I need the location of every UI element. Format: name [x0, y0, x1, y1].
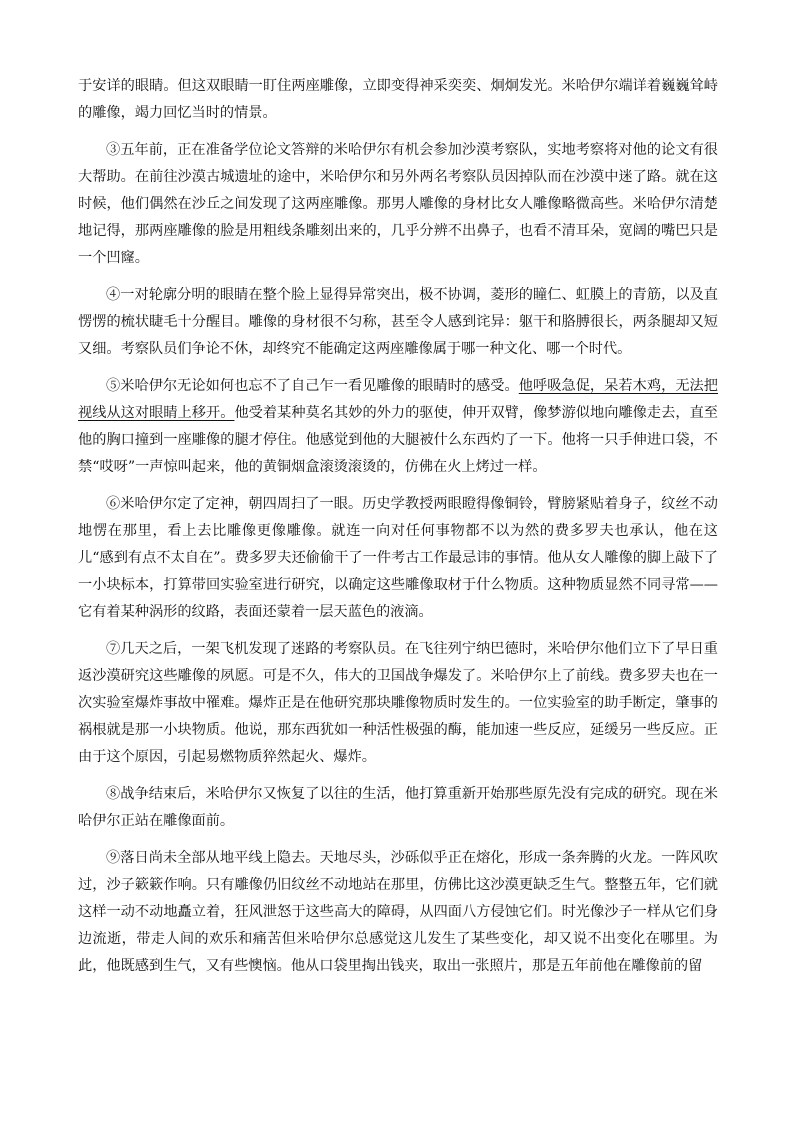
paragraph-7: ⑦几天之后，一架飞机发现了迷路的考察队员。在飞往列宁纳巴德时，米哈伊尔他们立下了早日重返沙漠研究这些雕像的夙愿。可是不久，伟大的卫国战争爆发了。米哈伊尔上了前线。费多罗夫也在一次实验室爆炸事故中罹难。爆炸正是在他研究那块雕像物质时发生的。一位实验室的助手断定，肇事的祸根就是那一小块物质。他说，那东西犹如一种活性极强的酶，能加速一些反应，延缓另一些反应。正由于这个原因，引起易燃物质猝然起火、爆炸。	[78, 641, 718, 765]
paragraph-4: ④一对轮廓分明的眼睛在整个脸上显得异常突出，极不协调，菱形的瞳仁、虹膜上的青筋，以及直愣愣的梳状睫毛十分醒目。雕像的身材很不匀称，甚至令人感到诧异：躯干和胳膊很长，两条腿却又短又细。考察队员们争论不休，却终究不能确定这两座雕像属于哪一种文化、哪一个时代。	[78, 287, 718, 357]
paragraph-1: 于安详的眼睛。但这双眼睛一盯住两座雕像，立即变得神采奕奕、炯炯发光。米哈伊尔端详着巍巍耸峙的雕像，竭力回忆当时的情景。	[78, 78, 718, 121]
paragraph-9: ⑨落日尚未全部从地平线上隐去。天地尽头，沙砾似乎正在熔化，形成一条奔腾的火龙。一阵风吹过，沙子簌簌作响。只有雕像仍旧纹丝不动地站在那里，仿佛比这沙漠更缺乏生气。整整五年，它们就这样一动不动地矗立着，狂风泄怒于这些高大的障碍，从四面八方侵蚀它们。时光像沙子一样从它们身边流逝，带走人间的欢乐和痛苦但米哈伊尔总感觉这儿发生了某些变化，却又说不出变化在哪里。为此，他既感到生气，又有些懊恼。他从口袋里掏出钱夹，取出一张照片，那是五年前他在雕像前的留	[78, 850, 718, 974]
paragraph-6: ⑥米哈伊尔定了定神，朝四周扫了一眼。历史学教授两眼瞪得像铜铃，臂膀紧贴着身子，纹丝不动地愣在那里，看上去比雕像更像雕像。就连一向对任何事物都不以为然的费多罗夫也承认，他在这儿“感到有点不太自在”。费多罗夫还偷偷干了一件考古工作最忌讳的事情。他从女人雕像的脚上敲下了一小块标本，打算带回实验室进行研究，以确定这些雕像取材于什么物质。这种物质显然不同寻常——它有着某种涡形的纹路，表面还蒙着一层天蓝色的液滴。	[78, 496, 718, 620]
document-page	[78, 73, 718, 990]
paragraph-5	[78, 373, 718, 481]
paragraph-8: ⑧战争结束后，米哈伊尔又恢复了以往的生活，他打算重新开始那些原先没有完成的研究。现在米哈伊尔正站在雕像面前。	[78, 786, 718, 829]
paragraph-5-rest: 他受着某种莫名其妙的外力的驱使，伸开双臂，像梦游似地向雕像走去，直至他的胸口撞到一座雕像的腿才停住。他感觉到他的大腿被什么东西灼了一下。他将一只手伸进口袋，不禁“哎呀”一声惊叫起来，他的黄铜烟盒滚烫滚烫的，仿佛在火上烤过一样。	[78, 405, 718, 475]
paragraph-5-lead: ⑤米哈伊尔无论如何也忘不了自己乍一看见雕像的眼睛时的感受。	[106, 378, 519, 394]
underlined-sentence: 他呼吸急促，呆若木鸡，无法把视线从这对眼睛上移开。	[78, 378, 718, 421]
paragraph-3: ③五年前，正在准备学位论文答辩的米哈伊尔有机会参加沙漠考察队，实地考察将对他的论文有很大帮助。在前往沙漠古城遗址的途中，米哈伊尔和另外两名考察队员因掉队而在沙漠中迷了路。就在这时候，他们偶然在沙丘之间发现了这两座雕像。那男人雕像的身材比女人雕像略微高些。米哈伊尔清楚地记得，那两座雕像的脸是用粗线条雕刻出来的，几乎分辨不出鼻子，也看不清耳朵，宽阔的嘴巴只是一个凹窿。	[78, 142, 718, 266]
